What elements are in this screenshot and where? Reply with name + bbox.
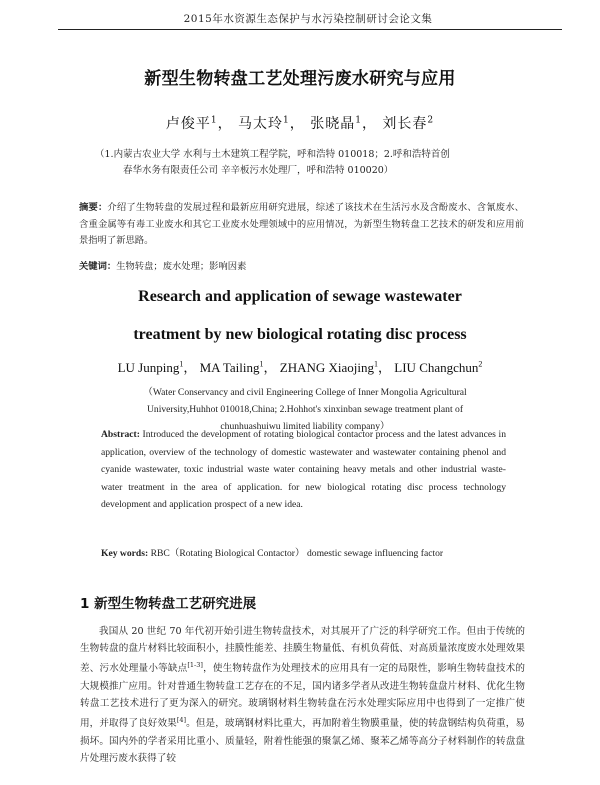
cn-keywords-text: 生物转盘；废水处理；影响因素 xyxy=(116,261,247,272)
cn-affiliation-line1: （1.内蒙古农业大学 水利与土木建筑工程学院，呼和浩特 010018；2.呼和浩特首创 xyxy=(95,149,450,160)
en-abstract-label: Abstract: xyxy=(101,429,140,440)
cn-author-sup: 2 xyxy=(427,115,435,126)
en-keywords-label: Key words: xyxy=(101,548,149,559)
en-keywords xyxy=(101,545,521,559)
cn-author-sup: 1 xyxy=(210,115,218,126)
en-affiliation-line1: （Water Conservancy and civil Engineering College of Inner Mongolia Agricultural xyxy=(143,387,467,398)
cn-abstract-label: 摘要： xyxy=(79,202,108,213)
running-header: 2015年水资源生态保护与水污染控制研讨会论文集 xyxy=(183,13,433,25)
cn-abstract xyxy=(79,200,524,250)
cn-affiliation xyxy=(95,147,525,179)
en-abstract xyxy=(101,426,506,514)
en-author-sup: 1 xyxy=(179,359,184,369)
cn-author-name: 马太玲 xyxy=(238,116,284,132)
citation-ref[interactable]: [4] xyxy=(176,716,187,725)
cn-author-name: 张晓晶 xyxy=(310,116,356,132)
en-author-name: MA Tailing xyxy=(199,360,260,375)
body-text-part3: 。但是，玻璃钢材料比重大，再加附着生物膜重量，使的转盘钢结构负荷重，易损坏。国内外的学者采用比重小、质量轻，附着性能强的聚氯乙烯、聚苯乙烯等高分子材料制作的转盘盘片处理污废水获得了较 xyxy=(80,718,526,764)
cn-author-sep: ， xyxy=(217,116,233,132)
cn-author-sep: ， xyxy=(289,116,305,132)
en-affiliation-line2: University,Huhhot 010018,China; 2.Hohhot's xinxinban sewage treatment plant of xyxy=(146,404,464,415)
body-text-part2: ，使生物转盘作为处理技术的应用具有一定的局限性，影响生物转盘技术的大规模推广应用。针对普通生物转盘工艺存在的不足，国内诸多学者从改进生物转盘盘片材料、优化生物转盘工艺技术进行了更为深入的研究。玻璃钢材料生物转盘在污水处理实际应用中也得到了一定推广使用，并取得了良好效果 xyxy=(80,663,526,730)
cn-author-sup: 1 xyxy=(283,115,290,126)
body-paragraph xyxy=(80,623,525,767)
cn-affiliation-line2: 春华水务有限责任公司 辛辛板污水处理厂，呼和浩特 010020） xyxy=(123,165,394,176)
en-keywords-text: RBC（Rotating Biological Contactor） domestic sewage influencing factor xyxy=(148,548,444,559)
cn-author-sep: ， xyxy=(361,116,377,132)
cn-author-name: 卢俊平 xyxy=(165,116,211,132)
cn-abstract-text: 介绍了生物转盘的发展过程和最新应用研究进展，综述了该技术在生活污水及含酚废水、含氰废水、含重金属等有毒工业废水和其它工业废水处理领域中的应用情况，为新型生物转盘工艺技术的研发和应用前景指明了新思路。 xyxy=(79,202,524,246)
cn-author-name: 刘长春 xyxy=(382,116,428,132)
body-text-part1: 我国从 20 世纪 70 年代初开始引进生物转盘技术，对其展开了广泛的科学研究工作。但由于传统的生物转盘的盘片材料比较面积小，挂膜性能差、挂膜生物量低、有机负荷低、对高质量浓度废水处理效果差、污水处理量小等缺点 xyxy=(80,626,525,675)
en-authors xyxy=(30,357,570,376)
en-title-line2: treatment by new biological rotating disc process xyxy=(133,326,467,343)
en-author-name: ZHANG Xiaojing xyxy=(279,360,375,375)
cn-keywords xyxy=(79,258,524,272)
cn-authors xyxy=(40,113,560,133)
citation-ref[interactable]: [1-3] xyxy=(187,661,203,670)
en-author-name: LU Junping xyxy=(117,360,180,375)
en-affiliation-line3: chunhuashuiwu limited liability company） xyxy=(220,421,390,432)
en-author-sep: ， xyxy=(378,360,392,375)
en-author-sep: ， xyxy=(183,360,197,375)
cn-title: 新型生物转盘工艺处理污废水研究与应用 xyxy=(144,69,456,89)
en-abstract-text: Introduced the development of rotating biological contactor process and the latest advances in application, overview of the technology of domestic wastewater and wastewater containing phenol and cyanide wastewater, toxic industrial waste water containing heavy metals and other industrial waste-water treatment in the area of application. for new biological rotating disc process technology development and application prospect of a new idea. xyxy=(101,429,506,510)
en-author-sup: 1 xyxy=(374,359,379,369)
en-author-name: LIU Changchun xyxy=(394,360,479,375)
en-author-sep: ， xyxy=(263,360,277,375)
cn-author-sup: 1 xyxy=(355,115,362,126)
cn-keywords-label: 关键词： xyxy=(79,261,117,272)
en-author-sup: 2 xyxy=(478,359,483,369)
en-author-sup: 1 xyxy=(259,359,264,369)
en-title-line1: Research and application of sewage wastewater xyxy=(138,288,462,305)
header-rule xyxy=(58,29,562,30)
section-heading: 1 新型生物转盘工艺研究进展 xyxy=(80,596,257,612)
